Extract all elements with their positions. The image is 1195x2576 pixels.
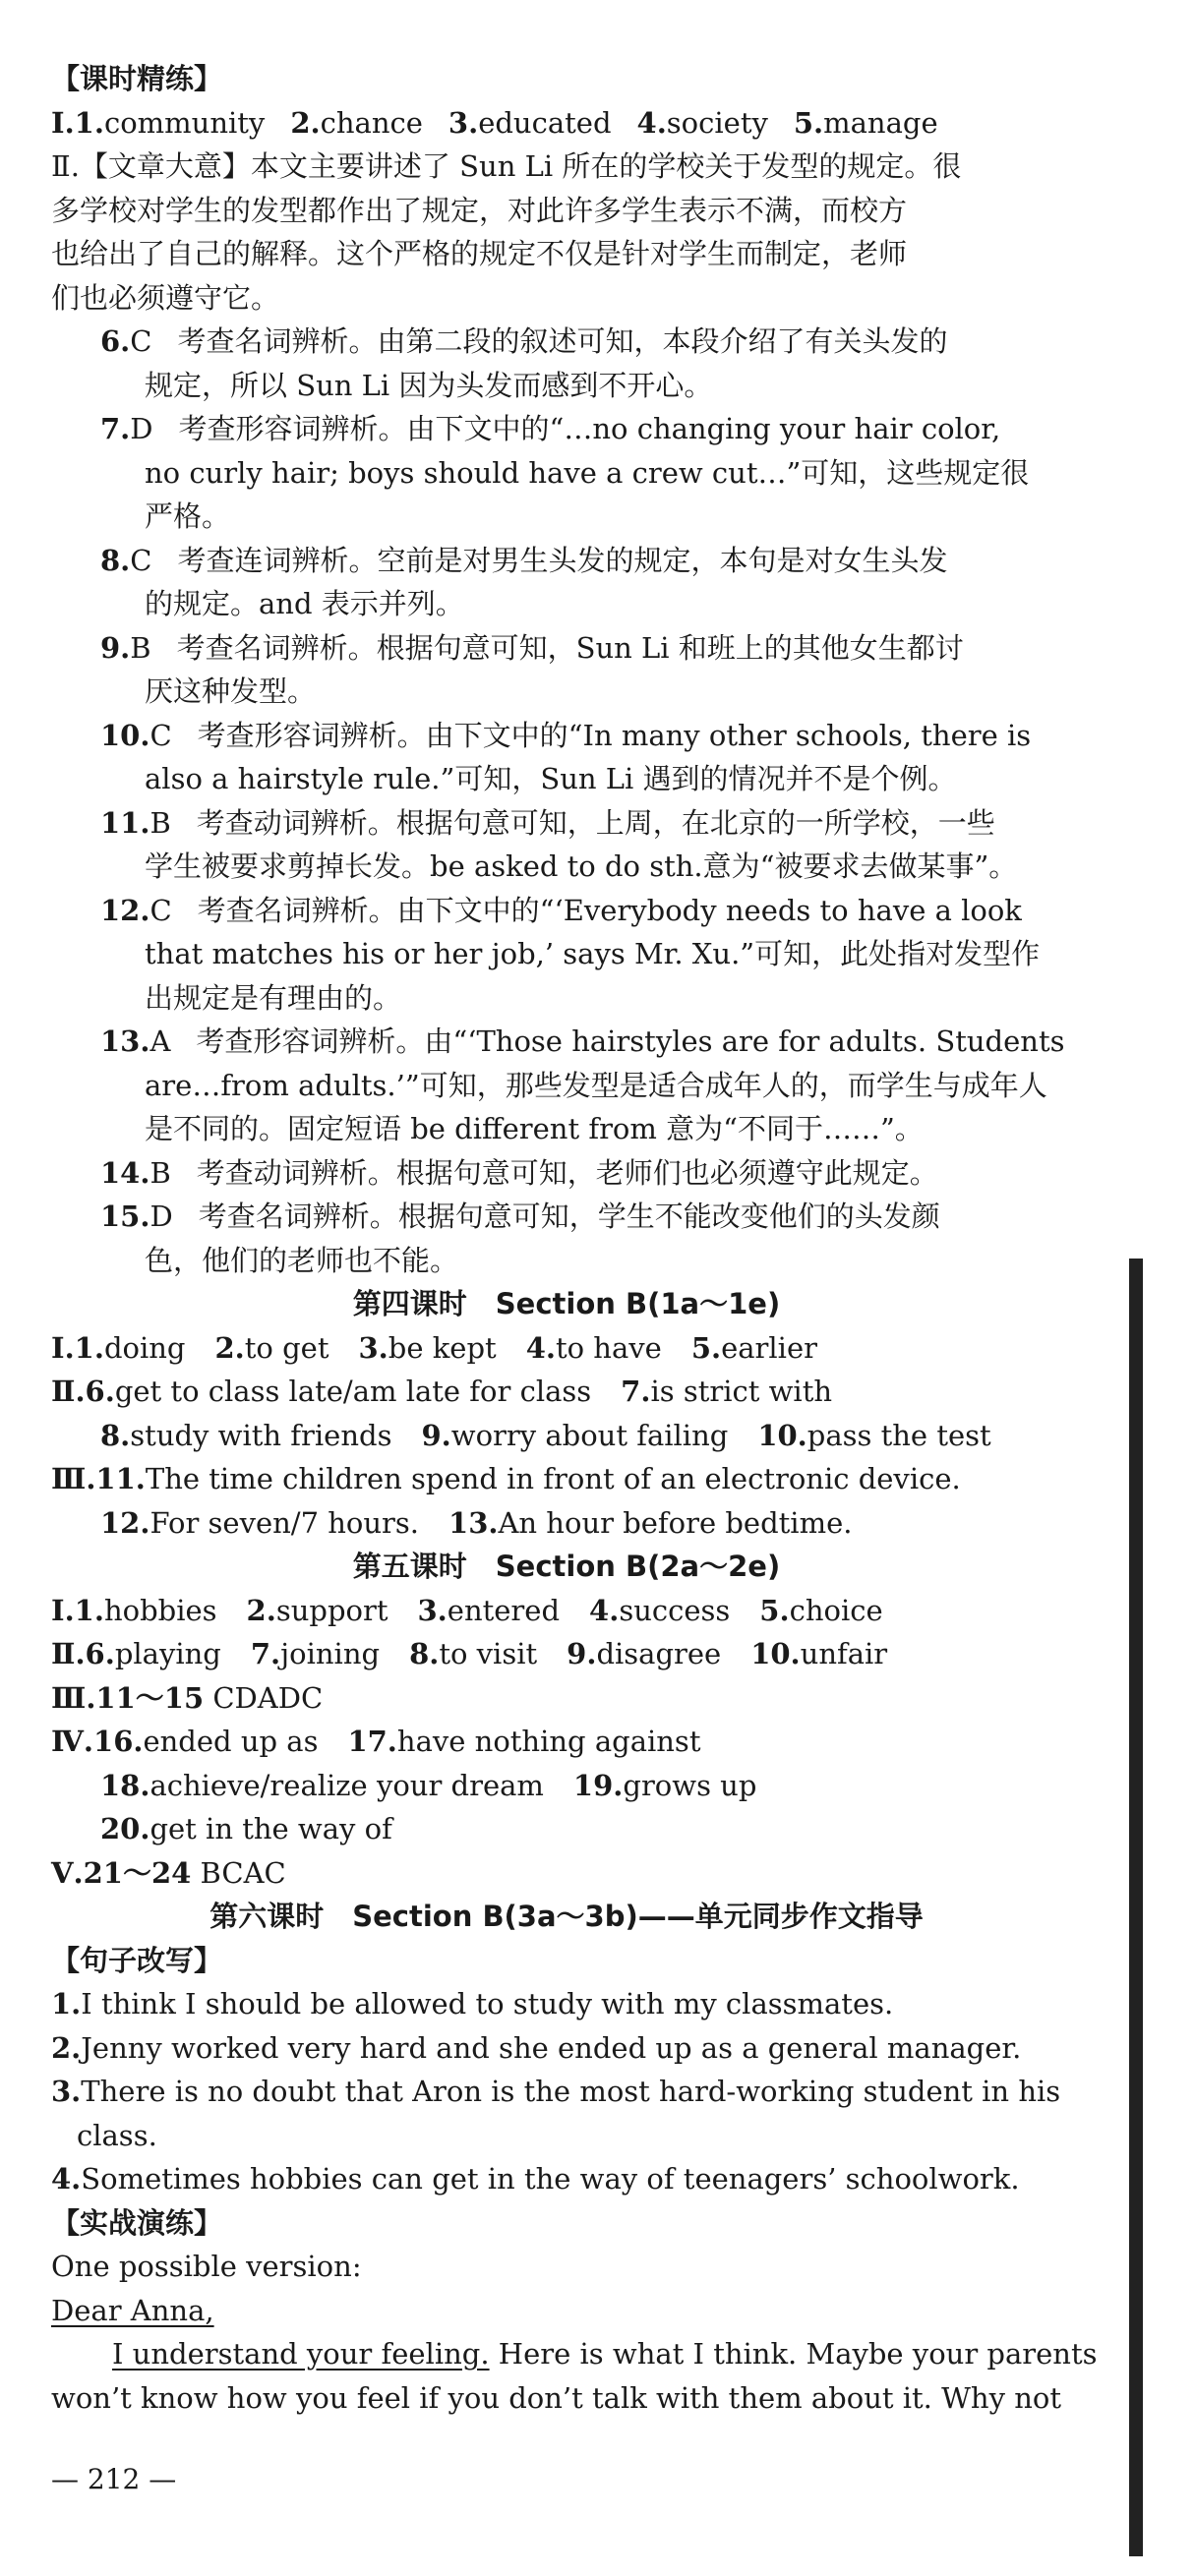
rewrite-item: 4.Sometimes hobbies can get in the way of teenagers’ schoolwork. <box>51 2162 1020 2195</box>
lesson5-row: Ⅴ.21～24 BCAC <box>51 1855 286 1890</box>
possible-version: One possible version: <box>51 2250 362 2283</box>
lesson5-row: Ⅲ.11～15 CDADC <box>51 1680 324 1715</box>
lesson5-row: Ⅳ.16.ended up as 17.have nothing against <box>51 1725 701 1758</box>
lesson5-row: 20.get in the way of <box>100 1812 392 1845</box>
answer-12: 12.C 考查名词辨析。由下文中的“‘Everybody needs to have a look that matches his or her job,’ says Mr. Xu.”可知，此处指对发型作 出规定是有理由的。 <box>100 893 1041 1015</box>
lesson5-title: 第五课时 Section B(2a～2e) <box>352 1550 781 1583</box>
rewrite-item: 2.Jenny worked very hard and she ended up as a general manager. <box>51 2030 1022 2065</box>
lesson4-row: Ⅱ.6.get to class late/am late for class 7.is strict with <box>51 1375 833 1408</box>
answer-7: 7.D 考查形容词辨析。由下文中的“…no changing your hair color, no curly hair; boys should have a crew cut…”可知，这些规定很 严格。 <box>100 412 1030 533</box>
essay-line: I understand your feeling. Here is what I think. Maybe your parents <box>112 2337 1098 2371</box>
answer-14: 14.B 考查动词辨析。根据句意可知，老师们也必须遵守此规定。 <box>100 1155 938 1190</box>
lesson4-row: Ⅲ.11.The time children spend in front of an electronic device. <box>51 1462 961 1495</box>
answer-8: 8.C 考查连词辨析。空前是对男生头发的规定，本句是对女生头发 的规定。and 表示并列。 <box>100 543 948 620</box>
salutation: Dear Anna, <box>51 2293 214 2327</box>
summary-line: 们也必须遵守它。 <box>51 280 280 315</box>
lesson6-title: 第六课时 Section B(3a～3b)——单元同步作文指导 <box>209 1900 924 1933</box>
lesson4-title: 第四课时 Section B(1a～1e) <box>352 1287 781 1320</box>
part1-row: Ⅰ.1.community 2.chance 3.educated 4.society 5.manage <box>51 105 938 140</box>
rewrite-item-cont: class. <box>77 2118 157 2152</box>
answer-15: 15.D 考查名词辨析。根据句意可知，学生不能改变他们的头发颜 色，他们的老师也不能。 <box>100 1200 940 1277</box>
page-edge-bar <box>1129 1259 1143 2556</box>
answer-11: 11.B 考查动词辨析。根据句意可知，上周，在北京的一所学校，一些 学生被要求剪掉长发。be asked to do sth.意为“被要求去做某事”。 <box>100 805 1018 883</box>
lesson4-row: Ⅰ.1.doing 2.to get 3.be kept 4.to have 5.earlier <box>51 1330 817 1365</box>
answer-page <box>51 57 1098 2420</box>
practice-header: 【实战演练】 <box>51 2205 223 2240</box>
summary-line: 多学校对学生的发型都作出了规定，对此许多学生表示不满，而校方 <box>51 193 908 227</box>
summary-line: Ⅱ.【文章大意】本文主要讲述了 Sun Li 所在的学校关于发型的规定。很 <box>51 149 962 183</box>
lesson5-row: Ⅱ.6.playing 7.joining 8.to visit 9.disagree 10.unfair <box>51 1637 888 1670</box>
rewrite-header: 【句子改写】 <box>51 1943 223 1977</box>
section-header-practice: 【课时精练】 <box>51 62 223 95</box>
rewrite-item: 1.I think I should be allowed to study with my classmates. <box>51 1987 894 2020</box>
lesson5-row: 18.achieve/realize your dream 19.grows up <box>100 1768 757 1802</box>
page-number: — 212 — <box>51 2463 177 2495</box>
answer-9: 9.B 考查名词辨析。根据句意可知，Sun Li 和班上的其他女生都讨 厌这种发型。 <box>100 630 964 708</box>
summary-line: 也给出了自己的解释。这个严格的规定不仅是针对学生而制定，老师 <box>51 237 908 270</box>
answer-6: 6.C 考查名词辨析。由第二段的叙述可知，本段介绍了有关头发的 规定，所以 Sun Li 因为头发而感到不开心。 <box>100 324 948 402</box>
lesson4-row: 12.For seven/7 hours. 13.An hour before bedtime. <box>100 1505 853 1540</box>
essay-line: won’t know how you feel if you don’t talk with them about it. Why not <box>51 2380 1061 2415</box>
lesson4-row: 8.study with friends 9.worry about failing 10.pass the test <box>100 1418 991 1452</box>
lesson5-row: Ⅰ.1.hobbies 2.support 3.entered 4.success 5.choice <box>51 1593 883 1627</box>
answer-10: 10.C 考查形容词辨析。由下文中的“In many other schools, there is also a hairstyle rule.”可知，Sun Li 遇到的情况并不是个例。 <box>100 718 1032 795</box>
answer-13: 13.A 考查形容词辨析。由“‘Those hairstyles are for adults. Students are…from adults.’”可知，那些发型是适合成年人的，而学生与成年人 是不同的。固定短语 be different from 意为“不同于……”。 <box>100 1025 1065 1145</box>
roman-numeral: Ⅰ. <box>51 105 75 140</box>
rewrite-item: 3.There is no doubt that Aron is the most hard-working student in his <box>51 2075 1061 2108</box>
